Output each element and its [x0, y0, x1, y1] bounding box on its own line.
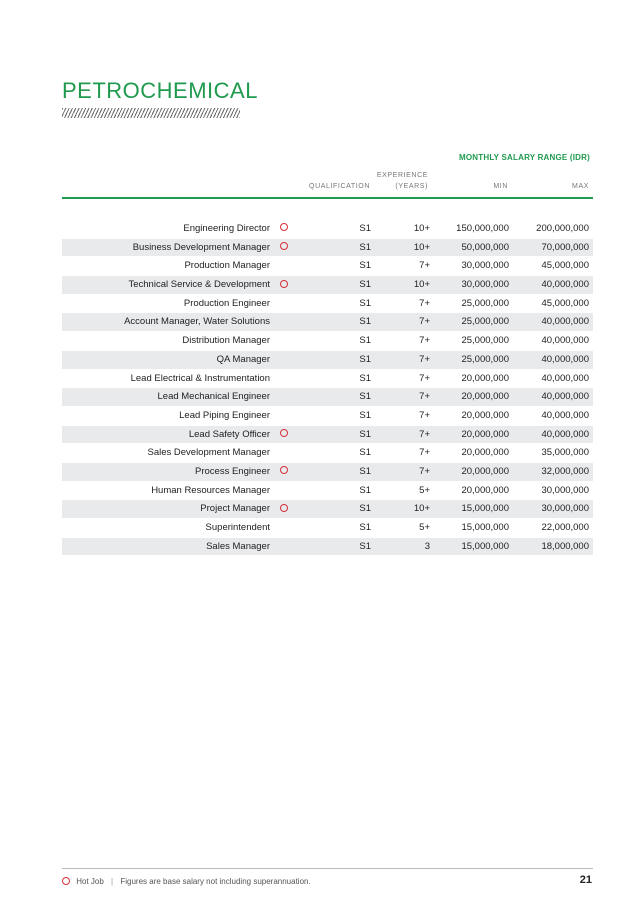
salary-min: 20,000,000: [461, 447, 509, 459]
salary-max: 40,000,000: [541, 316, 589, 328]
job-title: Production Engineer: [183, 297, 270, 309]
page-title: PETROCHEMICAL: [62, 78, 258, 103]
qualification: S1: [359, 409, 371, 421]
footer-divider: [62, 868, 593, 869]
salary-min: 20,000,000: [461, 484, 509, 496]
salary-range-header: MONTHLY SALARY RANGE (IDR): [459, 153, 590, 162]
experience: 7+: [419, 428, 430, 440]
experience: 7+: [419, 260, 430, 272]
salary-max: 18,000,000: [541, 540, 589, 552]
salary-min: 20,000,000: [461, 428, 509, 440]
qualification: S1: [359, 522, 371, 533]
table-row: [62, 220, 593, 239]
hot-job-icon: [62, 877, 70, 885]
experience: 3: [424, 540, 430, 552]
qualification: S1: [359, 391, 371, 403]
experience: 7+: [419, 297, 430, 309]
qualification: S1: [359, 241, 371, 253]
salary-max: 22,000,000: [541, 522, 589, 533]
job-title: Process Engineer: [195, 465, 270, 477]
title-hatch-decoration: [62, 108, 240, 118]
salary-max: 40,000,000: [541, 372, 589, 384]
qualification: S1: [359, 353, 371, 365]
salary-min: 25,000,000: [461, 316, 509, 328]
table-row: [62, 351, 593, 370]
job-title: Sales Manager: [206, 540, 270, 552]
qualification: S1: [359, 484, 371, 496]
page-number: 21: [579, 874, 592, 886]
experience: 7+: [419, 465, 430, 477]
experience: 7+: [419, 372, 430, 384]
footer-note: [62, 877, 311, 886]
salary-max: 40,000,000: [541, 279, 589, 291]
qualification: S1: [359, 540, 371, 552]
experience-header: [377, 170, 428, 192]
table-row: [62, 370, 593, 389]
table-row: [62, 332, 593, 351]
salary-min: 15,000,000: [461, 522, 509, 533]
job-title: Superintendent: [205, 522, 270, 533]
salary-max: 40,000,000: [541, 428, 589, 440]
footer-disclaimer: Figures are base salary not including superannuation.: [120, 877, 311, 886]
experience: 10+: [413, 503, 430, 515]
table-row: [62, 276, 593, 295]
job-title: Distribution Manager: [182, 335, 270, 347]
salary-min: 20,000,000: [461, 391, 509, 403]
salary-max: 30,000,000: [541, 484, 589, 496]
salary-min: 20,000,000: [461, 372, 509, 384]
table-row: [62, 407, 593, 426]
hot-job-icon: [279, 463, 289, 481]
salary-max: 45,000,000: [541, 297, 589, 309]
experience: 7+: [419, 335, 430, 347]
salary-max: 40,000,000: [541, 409, 589, 421]
qualification: S1: [359, 279, 371, 291]
experience: 10+: [413, 241, 430, 253]
job-title: Engineering Director: [183, 223, 270, 234]
min-header: MIN: [493, 183, 508, 190]
salary-min: 15,000,000: [461, 503, 509, 515]
experience: 7+: [419, 409, 430, 421]
experience-header-line2: (YEARS): [395, 183, 428, 190]
salary-max: 45,000,000: [541, 260, 589, 272]
experience: 10+: [413, 279, 430, 291]
job-title: Business Development Manager: [132, 241, 270, 253]
table-row: [62, 482, 593, 501]
job-title: Account Manager, Water Solutions: [124, 316, 270, 328]
qualification: S1: [359, 297, 371, 309]
salary-max: 200,000,000: [536, 223, 589, 234]
table-row: [62, 295, 593, 314]
hot-job-icon: [279, 276, 289, 294]
table-row: [62, 257, 593, 276]
job-title: Lead Electrical & Instrumentation: [130, 372, 270, 384]
job-title: Lead Piping Engineer: [179, 409, 270, 421]
experience: 5+: [419, 522, 430, 533]
experience: 7+: [419, 391, 430, 403]
job-title: QA Manager: [216, 353, 270, 365]
job-title: Lead Safety Officer: [188, 428, 270, 440]
hot-job-icon: [279, 239, 289, 257]
qualification: S1: [359, 335, 371, 347]
salary-max: 30,000,000: [541, 503, 589, 515]
qualification: S1: [359, 223, 371, 234]
salary-table: [62, 220, 593, 556]
salary-max: 40,000,000: [541, 353, 589, 365]
job-title: Production Manager: [184, 260, 270, 272]
job-title: Project Manager: [200, 503, 270, 515]
salary-min: 20,000,000: [461, 409, 509, 421]
salary-min: 25,000,000: [461, 353, 509, 365]
salary-min: 30,000,000: [461, 279, 509, 291]
salary-max: 40,000,000: [541, 391, 589, 403]
qualification: S1: [359, 503, 371, 515]
job-title: Sales Development Manager: [147, 447, 270, 459]
salary-max: 32,000,000: [541, 465, 589, 477]
table-row: [62, 426, 593, 445]
hot-job-label: Hot Job: [76, 877, 104, 886]
salary-min: 15,000,000: [461, 540, 509, 552]
experience: 7+: [419, 353, 430, 365]
table-row: [62, 519, 593, 538]
salary-max: 70,000,000: [541, 241, 589, 253]
table-row: [62, 444, 593, 463]
job-title: Lead Mechanical Engineer: [157, 391, 270, 403]
hot-job-icon: [279, 220, 289, 238]
salary-min: 20,000,000: [461, 465, 509, 477]
salary-min: 50,000,000: [461, 241, 509, 253]
qualification: S1: [359, 372, 371, 384]
footer-separator: |: [111, 877, 114, 886]
qualification: S1: [359, 316, 371, 328]
job-title: Technical Service & Development: [128, 279, 270, 291]
table-row: [62, 313, 593, 332]
max-header: MAX: [572, 183, 589, 190]
experience: 10+: [413, 223, 430, 234]
salary-min: 25,000,000: [461, 335, 509, 347]
table-row: [62, 500, 593, 519]
salary-max: 40,000,000: [541, 335, 589, 347]
table-row: [62, 388, 593, 407]
qualification: S1: [359, 260, 371, 272]
experience: 7+: [419, 447, 430, 459]
experience: 5+: [419, 484, 430, 496]
salary-min: 25,000,000: [461, 297, 509, 309]
qualification: S1: [359, 428, 371, 440]
experience: 7+: [419, 316, 430, 328]
header-divider: [62, 197, 593, 199]
qualification: S1: [359, 447, 371, 459]
table-row: [62, 239, 593, 258]
table-row: [62, 463, 593, 482]
salary-min: 150,000,000: [456, 223, 509, 234]
job-title: Human Resources Manager: [151, 484, 270, 496]
experience-header-line1: EXPERIENCE: [376, 172, 428, 179]
hot-job-icon: [279, 500, 289, 518]
qualification: S1: [359, 465, 371, 477]
salary-max: 35,000,000: [541, 447, 589, 459]
salary-min: 30,000,000: [461, 260, 509, 272]
hot-job-icon: [279, 426, 289, 444]
table-row: [62, 538, 593, 557]
qualification-header: QUALIFICATION: [309, 183, 370, 190]
